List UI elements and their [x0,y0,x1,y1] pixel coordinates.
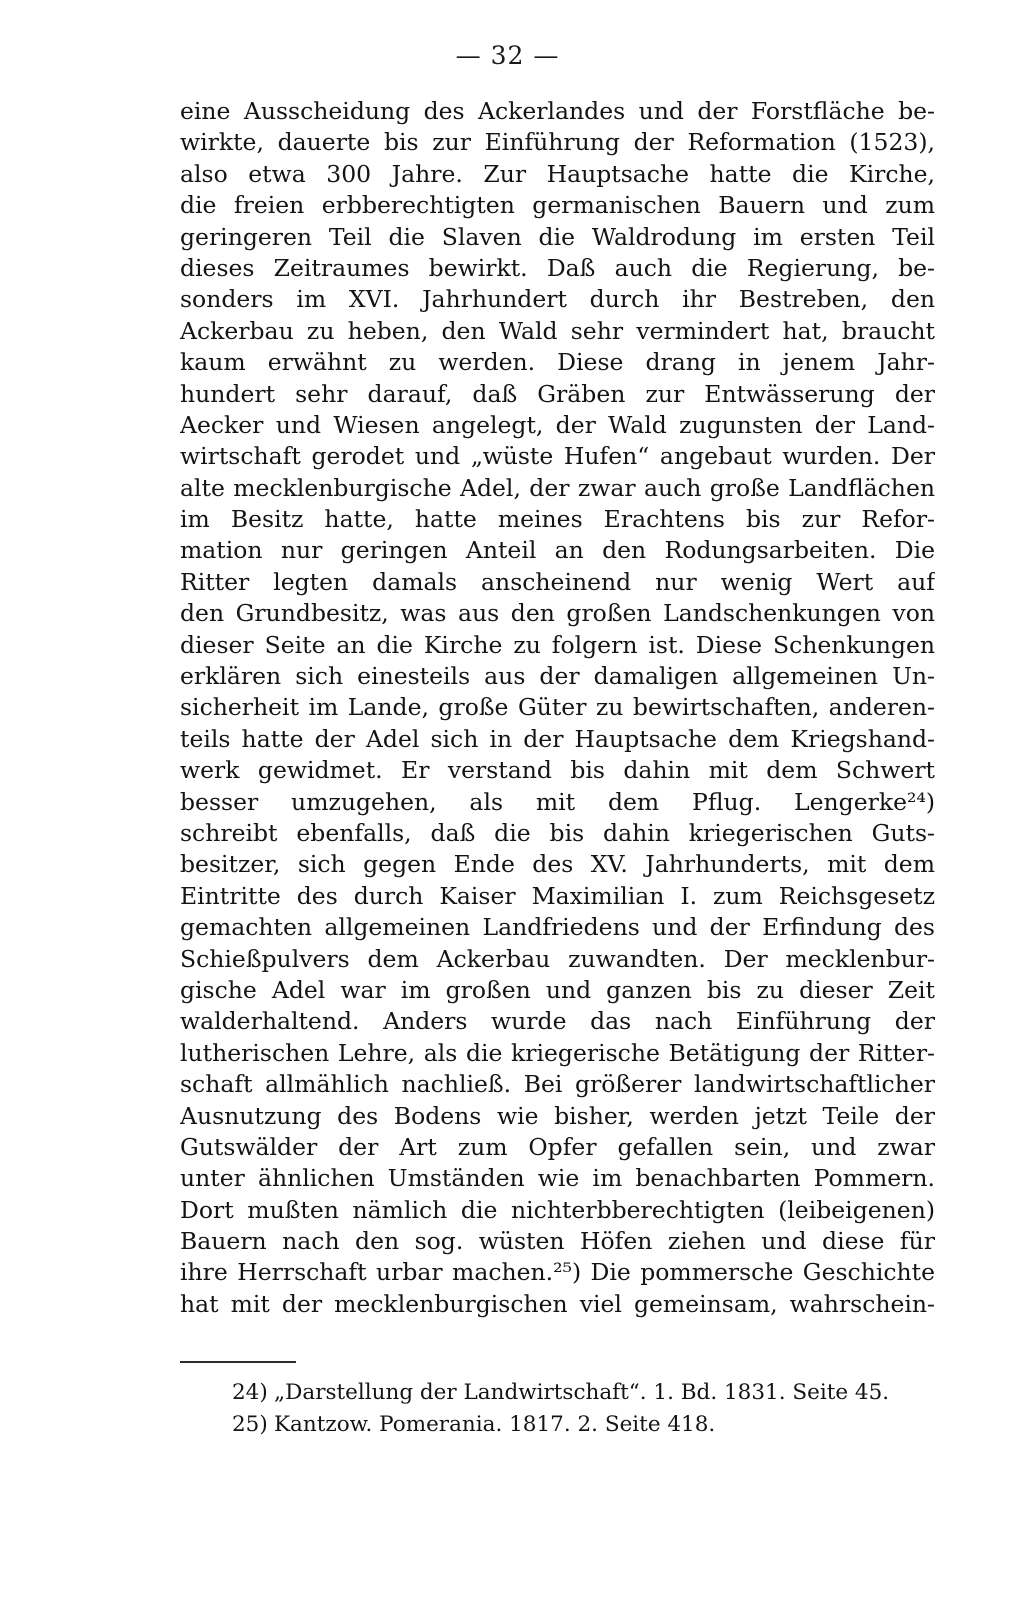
text-line: hundert sehr darauf, daß Gräben zur Entwässerung der [180,379,935,408]
text-line: sonders im XVI. Jahrhundert durch ihr Bestreben, den [180,285,935,314]
footnote-number: 24) [232,1380,268,1405]
text-line: Bauern nach den sog. wüsten Höfen ziehen und diese für [180,1227,935,1256]
text-line: im Besitz hatte, hatte meines Erachtens bis zur Refor- [180,505,935,534]
text-line: walderhaltend. Anders wurde das nach Einführung der [180,1007,935,1036]
footnote-24 [232,1377,935,1409]
text-line: alte mecklenburgische Adel, der zwar auch große Landflächen [180,473,935,502]
text-line: besitzer, sich gegen Ende des XV. Jahrhunderts, mit dem [180,850,935,879]
text-line: erklären sich einesteils aus der damaligen allgemeinen Un- [180,662,935,691]
text-line: Dort mußten nämlich die nichterbberechtigten (leibeigenen) [180,1195,935,1224]
text-line: Ritter legten damals anscheinend nur wenig Wert auf [180,567,935,596]
text-line: gemachten allgemeinen Landfriedens und der Erfindung des [180,913,935,942]
text-line: lutherischen Lehre, als die kriegerische Betätigung der Ritter- [180,1038,935,1067]
text-line: mation nur geringen Anteil an den Rodungsarbeiten. Die [180,536,935,565]
footnote-text: „Darstellung der Landwirtschaft“. 1. Bd. 1831. Seite 45. [274,1380,890,1405]
text-line: dieses Zeitraumes bewirkt. Daß auch die Regierung, be- [180,253,935,282]
text-line: dieser Seite an die Kirche zu folgern ist. Diese Schenkungen [180,630,935,659]
text-line: schaft allmählich nachließ. Bei größerer landwirtschaftlicher [180,1070,935,1099]
text-line: also etwa 300 Jahre. Zur Hauptsache hatte die Kirche, [180,159,935,188]
text-line: gische Adel war im großen und ganzen bis zu dieser Zeit [180,975,935,1004]
footnote-text: Kantzow. Pomerania. 1817. 2. Seite 418. [274,1412,716,1437]
text-line: Ausnutzung des Bodens wie bisher, werden jetzt Teile der [180,1101,935,1130]
text-line: wirtschaft gerodet und „wüste Hufen“ angebaut wurden. Der [180,442,935,471]
text-line: wirkte, dauerte bis zur Einführung der Reformation (1523), [180,128,935,157]
text-line: unter ähnlichen Umständen wie im benachbarten Pommern. [180,1164,935,1193]
text-line: Eintritte des durch Kaiser Maximilian I. zum Reichsgesetz [180,881,935,910]
footnotes [232,1377,935,1441]
text-line: werk gewidmet. Er verstand bis dahin mit dem Schwert [180,756,935,785]
text-line: ihre Herrschaft urbar machen.²⁵) Die pommersche Geschichte [180,1258,935,1287]
text-line: kaum erwähnt zu werden. Diese drang in jenem Jahr- [180,348,935,377]
text-line: den Grundbesitz, was aus den großen Landschenkungen von [180,599,935,628]
text-line: eine Ausscheidung des Ackerlandes und der Forstfläche be- [180,97,935,125]
text-line: schreibt ebenfalls, daß die bis dahin kriegerischen Guts- [180,818,935,847]
text-line: Ackerbau zu heben, den Wald sehr vermindert hat, braucht [180,316,935,345]
footnote-number: 25) [232,1412,268,1437]
text-line: sicherheit im Lande, große Güter zu bewirtschaften, anderen- [180,693,935,722]
text-line: hat mit der mecklenburgischen viel gemeinsam, wahrschein- [180,1289,935,1318]
text-line: geringeren Teil die Slaven die Waldrodung im ersten Teil [180,222,935,251]
footnote-divider [180,1361,296,1363]
body-text [180,96,935,1320]
text-line: Aecker und Wiesen angelegt, der Wald zugunsten der Land- [180,410,935,439]
text-line: Gutswälder der Art zum Opfer gefallen sein, und zwar [180,1132,935,1161]
text-line: die freien erbberechtigten germanischen Bauern und zum [180,191,935,220]
text-line: Schießpulvers dem Ackerbau zuwandten. Der mecklenbur- [180,944,935,973]
footnote-25 [232,1409,935,1441]
text-line: besser umzugehen, als mit dem Pflug. Lengerke²⁴) [180,787,935,816]
page-number: — 32 — [455,41,560,70]
text-line: teils hatte der Adel sich in der Hauptsache dem Kriegshand- [180,724,935,753]
